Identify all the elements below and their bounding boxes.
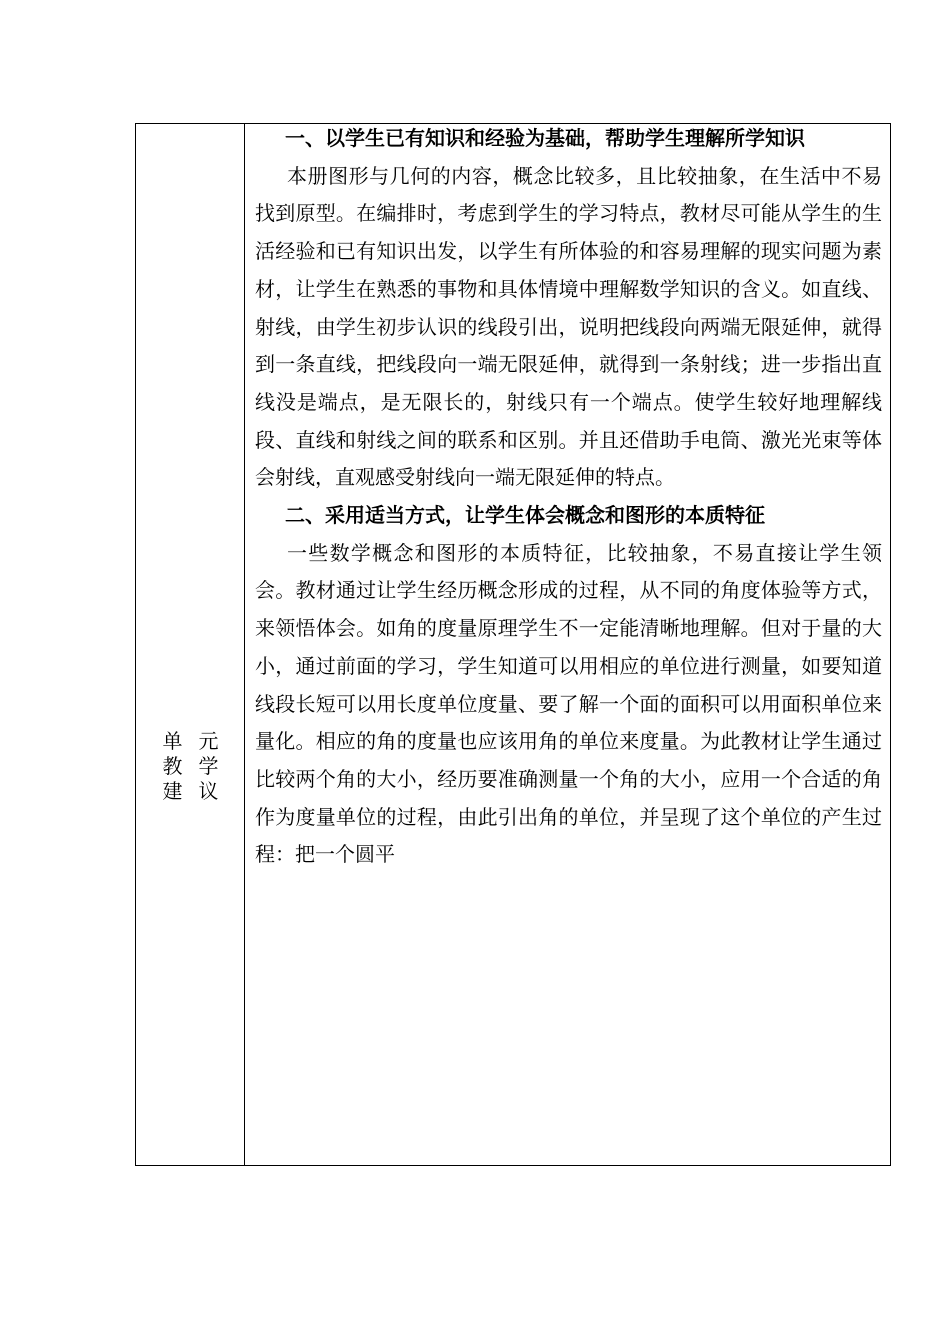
- label-char: 单: [162, 729, 183, 753]
- unit-teaching-suggestion-label: [136, 729, 245, 804]
- content-cell: [245, 124, 890, 1165]
- label-char: 教: [162, 754, 183, 778]
- document-table: [135, 123, 891, 1166]
- section-paragraph-2: 一些数学概念和图形的本质特征，比较抽象，不易直接让学生领会。教材通过让学生经历概念形成的过程，从不同的角度体验等方式，来领悟体会。如角的度量原理学生不一定能清晰地理解。但对于量的大小，通过前面的学习，学生知道可以用相应的单位进行测量，如要知道线段长短可以用长度单位度量、要了解一个面的面积可以用面积单位来量化。相应的角的度量也应该用角的单位来度量。为此教材让学生通过比较两个角的大小，经历要准确测量一个角的大小，应用一个合适的角作为度量单位的过程，由此引出角的单位，并呈现了这个单位的产生过程：把一个圆平: [255, 540, 882, 867]
- section-heading-1: 一、以学生已有知识和经验为基础，帮助学生理解所学知识: [285, 126, 805, 150]
- label-char: 元: [198, 729, 219, 753]
- section-paragraph-1: 本册图形与几何的内容，概念比较多，且比较抽象，在生活中不易找到原型。在编排时，考虑到学生的学习特点，教材尽可能从学生的生活经验和已有知识出发，以学生有所体验的和容易理解的现实问题为素材，让学生在熟悉的事物和具体情境中理解数学知识的含义。如直线、射线，由学生初步认识的线段引出，说明把线段向两端无限延伸，就得到一条直线，把线段向一端无限延伸，就得到一条射线；进一步指出直线没是端点，是无限长的，射线只有一个端点。使学生较好地理解线段、直线和射线之间的联系和区别。并且还借助手电筒、激光光束等体会射线，直观感受射线向一端无限延伸的特点。: [255, 163, 882, 490]
- label-char: 议: [198, 779, 219, 803]
- label-cell: [136, 124, 245, 1165]
- content-text: [255, 120, 882, 874]
- section-heading-2: 二、采用适当方式，让学生体会概念和图形的本质特征: [285, 503, 765, 528]
- label-char: 学: [198, 754, 219, 778]
- label-char: 建: [162, 779, 183, 803]
